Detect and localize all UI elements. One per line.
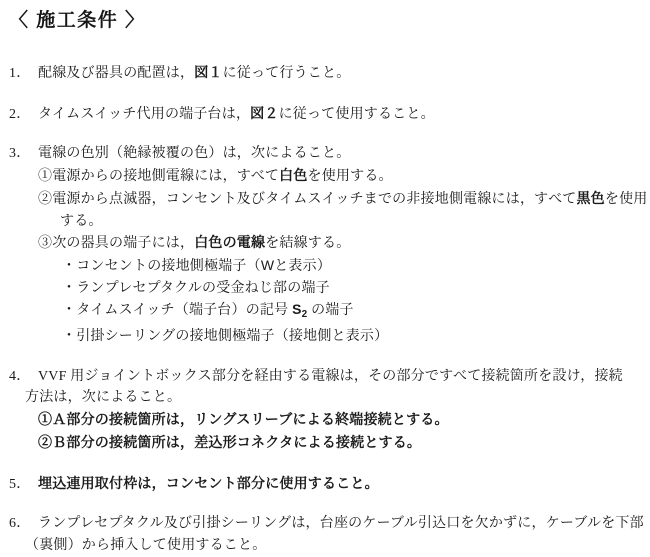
text-segment: ランプレセプタクル及び引掛シーリングは，台座のケーブル引込口を欠かずに，ケーブルを下部: [38, 516, 644, 532]
text-line: [62, 299, 650, 326]
condition-item-4: [9, 366, 650, 455]
text-segment: S: [292, 301, 302, 318]
text-segment: 白色の電線: [194, 234, 266, 251]
text-segment: の端子: [307, 303, 354, 319]
text-segment: タイムスイッチ代用の端子台は，: [38, 106, 251, 122]
text-segment: 白色: [279, 167, 308, 184]
text-segment: W: [260, 256, 275, 273]
conditions-list: [9, 62, 650, 557]
text-segment: （裏側）から挿入して使用すること。: [25, 537, 267, 553]
text-segment: ③次の器具の端子には，: [38, 236, 195, 252]
text-segment: に従って使用すること。: [278, 106, 435, 122]
item-number: 3．: [9, 146, 31, 162]
condition-item-5: [9, 473, 650, 496]
text-segment: 埋込連用取付枠は，コンセント部分に使用すること。: [38, 474, 379, 491]
text-segment: ・ランプレセプタクルの受金ねじ部の端子: [62, 280, 330, 296]
text-line: [62, 255, 650, 278]
text-segment: と表示）: [274, 258, 332, 274]
text-line: [9, 103, 650, 126]
text-segment: ①電源からの接地側電線には，すべて: [38, 169, 280, 185]
text-segment: VVF 用ジョイントボックス部分を経由する電線は，その部分ですべて接続箇所を設け，接続: [38, 368, 623, 384]
text-line: [25, 535, 650, 557]
condition-item-3: [9, 143, 650, 347]
text-line: [9, 143, 650, 165]
text-line: [38, 409, 650, 432]
item-number: 2．: [9, 106, 31, 122]
text-segment: を使用: [604, 191, 648, 207]
text-segment: ・タイムスイッチ（端子台）の記号: [62, 303, 293, 319]
text-segment: を使用する。: [307, 169, 393, 185]
page-title: 〈 施工条件 〉: [9, 10, 146, 31]
item-number: 6．: [9, 516, 31, 532]
text-line: [9, 366, 650, 388]
text-segment: ②電源から点滅器，コンセント及びタイムスイッチまでの非接地側電線には，すべて: [38, 191, 577, 207]
text-line: [9, 513, 650, 535]
text-line: [38, 165, 650, 188]
item-number: 4．: [9, 368, 31, 384]
text-segment: 図１: [194, 64, 223, 80]
text-line: [38, 432, 650, 455]
text-line: [25, 387, 650, 409]
text-line: [62, 326, 650, 348]
text-segment: する。: [60, 213, 103, 229]
item-number: 5．: [9, 476, 31, 492]
text-line: [38, 232, 650, 255]
text-line: [9, 62, 650, 85]
condition-item-2: [9, 103, 650, 126]
text-line: [60, 211, 650, 233]
text-segment: 電線の色別（絶縁被覆の色）は，次によること。: [38, 146, 351, 162]
item-number: 1．: [9, 66, 31, 81]
condition-item-6: [9, 513, 650, 556]
text-segment: 方法は，次によること。: [25, 390, 182, 406]
text-segment: ・コンセントの接地側極端子（: [62, 258, 261, 274]
text-segment: 2: [301, 309, 308, 321]
text-line: [9, 473, 650, 496]
text-segment: ②Ｂ部分の接続箇所は，差込形コネクタによる接続とする。: [38, 433, 422, 450]
text-segment: ・引掛シーリングの接地側極端子（接地側と表示）: [62, 329, 389, 345]
text-segment: に従って行うこと。: [222, 66, 351, 81]
text-segment: を結線する。: [265, 236, 351, 252]
condition-item-1: [9, 62, 650, 85]
text-segment: 黒色: [576, 189, 605, 206]
text-segment: 配線及び器具の配置は，: [38, 66, 195, 81]
text-segment: ①Ａ部分の接続箇所は，リングスリーブによる終端接続とする。: [38, 411, 449, 428]
text-line: [38, 188, 650, 211]
text-segment: 図２: [250, 104, 279, 121]
text-line: [62, 278, 650, 300]
